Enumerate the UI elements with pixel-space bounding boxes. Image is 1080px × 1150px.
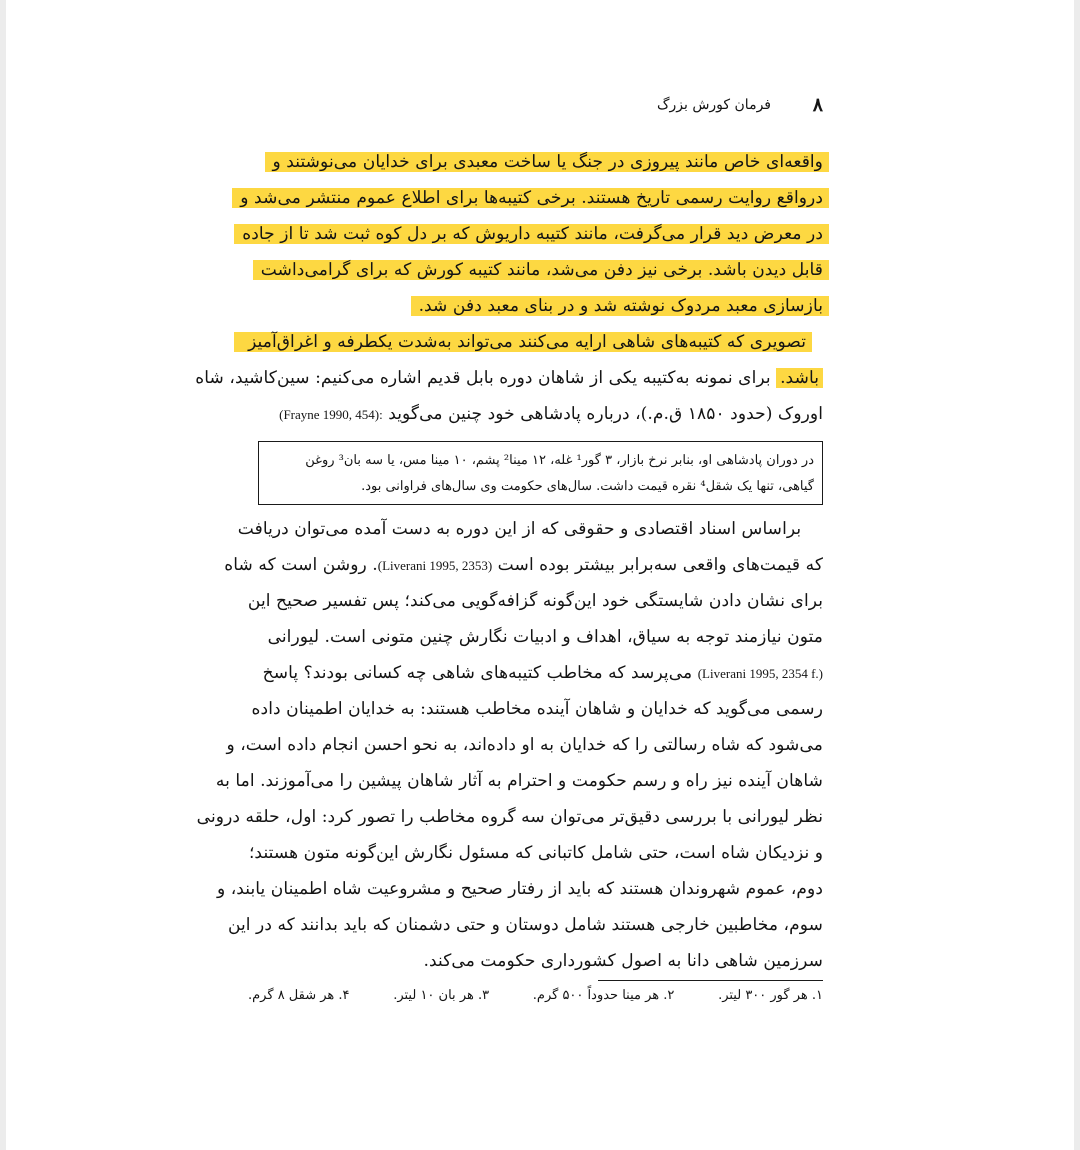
citation: (Liverani 1995, 2353): [377, 558, 493, 573]
footnote-4: ۴. هر شقل ۸ گرم.: [248, 988, 350, 1003]
citation: (Frayne 1990, 454):: [279, 407, 383, 422]
right-margin-strip: [1074, 0, 1080, 1150]
highlight: در معرض دید قرار می‌گرفت، مانند کتیبه داریوش که بر دل کوه ثبت شد تا از جاده: [234, 224, 829, 244]
text-line[interactable]: و نزدیکان شاه است، حتی شامل کاتبانی که مسئول نگارش این‌گونه متون هستند؛: [248, 843, 823, 863]
text-line[interactable]: [237, 511, 823, 547]
text-line[interactable]: می‌شود که شاه رسالتی را که خدایان به او داده‌اند، به نحو احسن انجام داده است، و: [226, 735, 823, 755]
paragraph-2: [196, 511, 823, 979]
text-line[interactable]: [195, 360, 823, 396]
paragraph-1: [195, 144, 823, 432]
highlight: واقعه‌ای خاص مانند پیروزی در جنگ یا ساخت معبدی برای خدایان می‌نوشتند و: [265, 152, 830, 172]
line-text: که قیمت‌های واقعی سه‌برابر بیشتر بوده است: [492, 555, 823, 575]
text-line[interactable]: [258, 288, 823, 324]
text-line[interactable]: [258, 144, 823, 180]
text-line[interactable]: [258, 396, 823, 432]
line-text: اوروک (حدود ۱۸۵۰ ق.م.)، درباره پادشاهی خود چنین می‌گوید: [388, 404, 823, 424]
highlight: تصویری که کتیبه‌های شاهی ارایه می‌کنند می‌تواند به‌شدت یکطرفه و اغراق‌آمیز: [234, 332, 812, 352]
text-line[interactable]: برای نشان دادن شایستگی خود این‌گونه گزافه‌گویی می‌کند؛ پس تفسیر صحیح این: [247, 591, 823, 611]
text-line[interactable]: [248, 324, 823, 360]
line-text: . روشن است که شاه: [224, 555, 378, 575]
text-line[interactable]: رسمی می‌گوید که خدایان و شاهان آینده مخاطب هستند: به خدایان اطمینان داده: [251, 699, 823, 719]
text-line[interactable]: شاهان آینده نیز راه و رسم حکومت و احترام به آثار شاهان پیشین را می‌آموزند. اما به: [215, 771, 823, 791]
footnote-3: ۳. هر بان ۱۰ لیتر.: [393, 988, 490, 1003]
text-line[interactable]: [242, 216, 823, 252]
running-title: فرمان کورش بزرگ: [656, 97, 771, 113]
footnote-1: ۱. هر گور ۳۰۰ لیتر.: [718, 988, 823, 1003]
text-line[interactable]: [240, 180, 823, 216]
running-head: [258, 94, 823, 124]
left-margin-strip: [0, 0, 6, 1150]
highlight: باشد.: [776, 368, 823, 388]
book-page: [195, 0, 823, 1150]
footnote-divider: [598, 980, 823, 981]
quote-line-2[interactable]: گیاهی، تنها یک شقل⁴ نقره قیمت داشت. سال‌های حکومت وی سال‌های فراوانی بود.: [361, 479, 814, 494]
quote-box: [258, 441, 823, 505]
line-text: می‌پرسد که مخاطب کتیبه‌های شاهی چه کسانی بودند؟ پاسخ: [262, 663, 698, 683]
footnote-2: ۲. هر مینا حدوداً ۵۰۰ گرم.: [532, 988, 675, 1003]
text-line[interactable]: متون نیازمند توجه به سیاق، اهداف و ادبیات نگارش چنین متونی است. لیورانی: [267, 627, 823, 647]
line-text: براساس اسناد اقتصادی و حقوقی که از این دوره به دست آمده می‌توان دریافت: [237, 519, 802, 539]
text-line[interactable]: [258, 655, 823, 691]
highlight: قابل دیدن باشد. برخی نیز دفن می‌شد، مانند کتیبه کورش که برای گرامی‌داشت: [253, 260, 829, 280]
footnotes: [248, 988, 823, 1012]
text-line[interactable]: سرزمین شاهی دانا به اصول کشورداری حکومت می‌کند.: [423, 951, 823, 971]
text-line[interactable]: سوم، مخاطبین خارجی هستند شامل دوستان و حتی دشمنان که باید بدانند که در این: [227, 915, 823, 935]
quote-line-1[interactable]: در دوران پادشاهی او، بنابر نرخ بازار، ۳ گور¹ غله، ۱۲ مینا² پشم، ۱۰ مینا مس، یا سه بان³ روغن: [305, 453, 814, 468]
line-text: برای نمونه به‌کتیبه یکی از شاهان دوره بابل قدیم اشاره می‌کنیم: سین‌کاشید، شاه: [195, 368, 777, 388]
page-number: ۸: [812, 94, 823, 116]
text-line[interactable]: [258, 252, 823, 288]
citation: (Liverani 1995, 2354 f.): [697, 666, 823, 681]
text-line[interactable]: دوم، عموم شهروندان هستند که باید از رفتار صحیح و مشروعیت شاه اطمینان یابند، و: [216, 879, 823, 899]
highlight: بازسازی معبد مردوک نوشته شد و در بنای معبد دفن شد.: [411, 296, 829, 316]
text-line[interactable]: [224, 547, 823, 583]
highlight: درواقع روایت رسمی تاریخ هستند. برخی کتیبه‌ها برای اطلاع عموم منتشر می‌شد و: [232, 188, 829, 208]
text-line[interactable]: نظر لیورانی با بررسی دقیق‌تر می‌توان سه گروه مخاطب را تصور کرد: اول، حلقه درونی: [196, 807, 823, 827]
